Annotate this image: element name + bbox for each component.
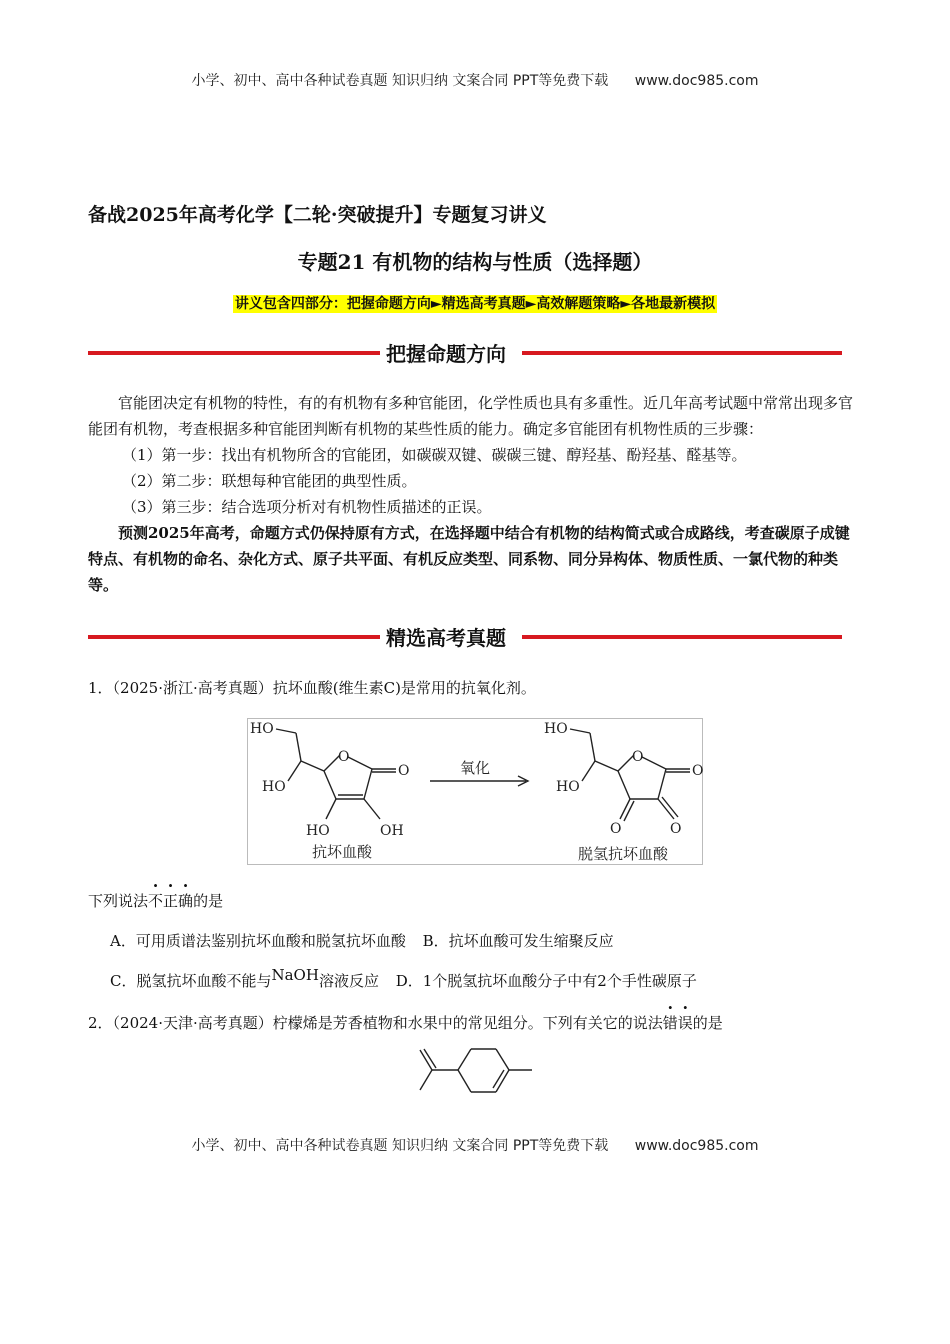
ask-text: 下列说法 (88, 892, 149, 910)
atom-label: O (632, 749, 644, 765)
bond (496, 1049, 509, 1070)
section-title-real-questions: 精选高考真题 (380, 622, 512, 651)
banner-rule-right (522, 351, 842, 355)
atom-label: O (610, 821, 622, 837)
atom-label: O (670, 821, 682, 837)
bond (620, 799, 630, 819)
topic-title: 专题21 有机物的结构与性质（选择题） (297, 250, 653, 274)
bond (618, 771, 630, 799)
atom-label: HO (544, 721, 568, 737)
choice-a[interactable]: A．可用质谱法鉴别抗坏血酸和脱氢抗坏血酸 (110, 932, 406, 950)
bond (658, 769, 666, 799)
intro-block (88, 390, 862, 598)
emphasis-char: 确 (178, 892, 194, 910)
bond (276, 729, 296, 733)
atom-label: HO (556, 779, 580, 795)
bond (582, 761, 595, 781)
question-1-ask (88, 890, 223, 911)
prediction-paragraph: 预测2025年高考，命题方式仍保持原有方式，在选择题中结合有机物的结构简式或合成路线，考查碳原子成键特点、有机物的命名、杂化方式、原子共平面、有机反应类型、同系物、同分异构体、物质性质、一氯代物的种类等。 (88, 524, 850, 594)
bond (420, 1070, 432, 1090)
atom-label: O (398, 763, 410, 779)
page-footer (0, 1135, 950, 1155)
bond (624, 801, 634, 821)
bond (301, 761, 324, 771)
bond (288, 761, 301, 781)
bond (324, 771, 336, 799)
header-text: 小学、初中、高中各种试卷真题 知识归纳 文案合同 PPT等免费下载 (191, 73, 609, 89)
outline-banner (0, 293, 950, 313)
emphasis-char: 不 (148, 892, 164, 910)
section-banner-real-questions (88, 622, 842, 652)
section-title-direction: 把握命题方向 (380, 338, 512, 367)
footer-text: 小学、初中、高中各种试卷真题 知识归纳 文案合同 PPT等免费下载 (191, 1138, 609, 1154)
choice-d[interactable]: D．1个脱氢抗坏血酸分子中有2个手性碳原子 (395, 972, 697, 990)
emphasis-char: 错 (662, 1014, 678, 1032)
intro-paragraph: 官能团决定有机物的特性，有的有机物有多种官能团，化学性质也具有多重性。近几年高考试题中常常出现多官能团有机物，考查根据多种官能团判断有机物的某些性质的能力。确定多官能团有机物性质的三步骤： (88, 394, 854, 438)
banner-rule-right (522, 635, 842, 639)
ask-text: 的是 (193, 892, 224, 910)
question-1-stem: 1．（2025·浙江·高考真题）抗坏血酸(维生素C)是常用的抗氧化剂。 (88, 679, 536, 697)
ascorbic-acid-label: 抗坏血酸 (312, 843, 373, 861)
choice-c[interactable] (110, 966, 379, 990)
page-header (0, 70, 950, 90)
question-1-choices-ab (110, 930, 614, 951)
atom-label: O (338, 749, 350, 765)
atom-label: OH (380, 823, 404, 839)
banner-rule-left (88, 351, 388, 355)
choice-c-text: C．脱氢抗坏血酸不能与 (110, 972, 272, 990)
document-title: 备战2025年高考化学【二轮·突破提升】专题复习讲义 (88, 204, 547, 226)
step-1: （1）第一步：找出有机物所含的官能团，如碳碳双键、碳碳三键、醇羟基、酚羟基、醛基等。 (122, 446, 747, 464)
bond (493, 1070, 504, 1088)
bond (326, 799, 336, 819)
bond (458, 1070, 471, 1092)
banner-rule-left (88, 635, 388, 639)
bond (458, 1049, 471, 1070)
reaction-figure (247, 718, 703, 865)
limonene-structure (410, 1048, 540, 1106)
emphasis-char: 正 (163, 892, 179, 910)
dehydroascorbic-acid-label: 脱氢抗坏血酸 (578, 845, 669, 863)
atom-label: HO (262, 779, 286, 795)
bond (642, 757, 666, 769)
question-2-stem (88, 1012, 723, 1033)
oxidation-label: 氧化 (460, 759, 491, 777)
section-banner-direction (88, 338, 842, 368)
bond (296, 733, 301, 761)
question-1-choices-cd (110, 966, 697, 991)
stem-text: 2．（2024·天津·高考真题）柠檬烯是芳香植物和水果中的常见组分。下列有关它的说法 (88, 1014, 663, 1032)
emphasis-char: 误 (677, 1014, 693, 1032)
atom-label: HO (250, 721, 274, 737)
ascorbic-acid-oxidation-diagram (248, 719, 702, 864)
bond (364, 799, 380, 819)
atom-label: HO (306, 823, 330, 839)
stem-text: 的是 (692, 1014, 723, 1032)
outline-text: 讲义包含四部分：把握命题方向►精选高考真题►高效解题策略►各地最新模拟 (234, 296, 716, 312)
atom-label: O (692, 763, 704, 779)
bond (348, 757, 372, 769)
footer-site-link[interactable]: www.doc985.com (634, 1138, 759, 1154)
step-3: （3）第三步：结合选项分析对有机物性质描述的正误。 (122, 498, 492, 516)
choice-c-text: 溶液反应 (318, 972, 379, 990)
bond (595, 761, 618, 771)
header-site-link[interactable]: www.doc985.com (634, 73, 759, 89)
choice-b[interactable]: B．抗坏血酸可发生缩聚反应 (422, 932, 614, 950)
bond (570, 729, 590, 733)
bond (364, 769, 372, 799)
bond (590, 733, 595, 761)
step-2: （2）第二步：联想每种官能团的典型性质。 (122, 472, 417, 490)
naoh-formula: NaOH (271, 966, 319, 984)
